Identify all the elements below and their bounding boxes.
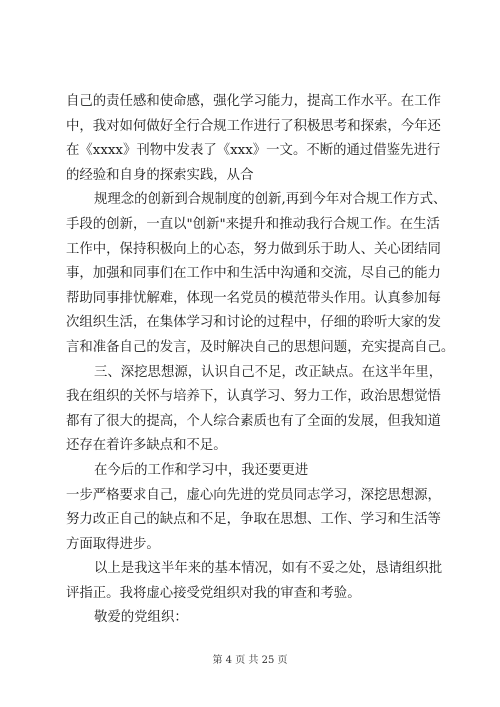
text-line: 规理念的创新到合规制度的创新,再到今年对合规工作方式、 [94, 192, 447, 208]
text-line: 在今后的工作和学习中，我还要更进 [94, 462, 309, 478]
text-line: 手段的创新，一直以"创新"来提升和推动我行合规工作。在生活 [66, 216, 440, 232]
text-line: 工作中，保持积极向上的心态，努力做到乐于助人、关心团结同 [66, 241, 441, 257]
text-line: 我在组织的关怀与培养下，认真学习、努力工作，政治思想觉悟 [66, 389, 441, 405]
text-line: 评指正。我将虚心接受党组织对我的审查和考验。 [66, 585, 361, 601]
text-line: 三、深挖思想源，认识自己不足，改正缺点。在这半年里， [94, 364, 443, 380]
text-line: 言和准备自己的发言，及时解决自己的思想问题，充实提高自己。 [66, 339, 455, 355]
text-line: 在《xxxx》刊物中发表了《xxx》一文。不断的通过借鉴先进行 [66, 143, 441, 159]
text-line: 还存在着许多缺点和不足。 [66, 438, 227, 454]
text-line: 都有了很大的提高，个人综合素质也有了全面的发展，但我知道 [66, 413, 441, 429]
text-line: 一步严格要求自己，虚心向先进的党员同志学习，深挖思想源， [66, 487, 441, 503]
text-line: 事，加强和同事们在工作中和生活中沟通和交流，尽自己的能力 [66, 266, 441, 282]
body-text [66, 90, 455, 631]
page-footer: 第 4 页 共 25 页 [212, 655, 288, 666]
text-line: 自己的责任感和使命感，强化学习能力，提高工作水平。在工作 [66, 94, 441, 109]
text-line: 中，我对如何做好全行合规工作进行了积极思考和探索，今年还 [66, 118, 441, 134]
text-line: 以上是我这半年来的基本情况，如有不妥之处，恳请组织批 [94, 561, 443, 577]
text-line: 努力改正自己的缺点和不足，争取在思想、工作、学习和生活等 [66, 512, 441, 528]
text-line: 方面取得进步。 [66, 536, 160, 552]
text-line: 次组织生活，在集体学习和讨论的过程中，仔细的聆听大家的发 [66, 315, 441, 331]
text-line: 帮助同事排忧解难，体现一名党员的模范带头作用。认真参加每 [66, 290, 441, 306]
text-line: 的经验和自身的探索实践，从合 [66, 167, 254, 183]
text-line: 敬爱的党组织： [94, 610, 188, 626]
